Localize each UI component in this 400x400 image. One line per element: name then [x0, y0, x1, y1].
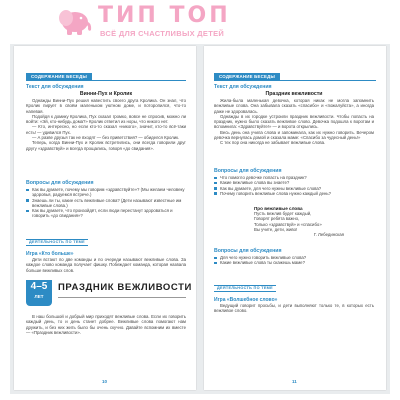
section-title-rule	[58, 297, 186, 298]
right-story-paragraph: Весь день она учила слова и запоминала, как их нужно говорить. Вечером девочка вернулась домой и сказала маме: «Спасибо за чудесный день!»	[214, 129, 374, 141]
question-item: Какие вежливые слова вы знаете?	[214, 180, 374, 185]
right-game-title: Игра «Волшебное слово»	[214, 297, 278, 303]
question-item: Почему говорить вежливые слова нужно каждый день?	[214, 191, 374, 196]
question-item: Знаешь ли ты, какие есть вежливые слова? (Дети называют известные им вежливые слова.)	[26, 198, 186, 209]
age-number: 4–5	[30, 281, 48, 292]
right-story-paragraph: С тех пор она никогда не забывает вежливые слова.	[220, 140, 326, 146]
poem-title: Про вежливые слова	[254, 206, 303, 211]
question-item: Как вы думаете, почему мы говорим «здравствуйте»? (Мы желаем человеку здоровья, радуемся встрече.)	[26, 187, 186, 198]
right-story-paragraph: Однажды в их городке устроили праздник вежливости. Чтобы попасть на праздник, нужно было сказать вежливое слово. Девочка подошла к воротам и вспомнила: «Здравствуйте!» — и ворота открылись.	[214, 113, 374, 130]
left-story-paragraph: — Кто, интересно, но если кто-то сказал «никого», значит, кто-то всё-таки есть! — удивился Пух.	[26, 124, 186, 135]
book-spread	[10, 44, 390, 394]
question-item: Как вы думаете, для чего нужны вежливые слова?	[214, 186, 374, 191]
poem-block	[214, 206, 374, 237]
left-story-paragraph: — А разве друзья так не входят — без приветствия? — обиделся Кролик.	[32, 135, 180, 141]
brand-header	[0, 0, 400, 42]
right-story-block	[214, 84, 374, 146]
left-page-number: 10	[102, 379, 108, 384]
poem-author: Г. Лебединская	[313, 232, 344, 238]
right-questions2-list	[214, 255, 374, 266]
right-questions-heading: Вопросы для обсуждения	[214, 168, 282, 174]
brand-title: ТИП ТОП	[98, 3, 231, 28]
right-text-heading: Текст для обсуждения	[214, 84, 272, 90]
left-intro-block	[26, 314, 186, 335]
poem-line: Вы учите, дети, живо!	[254, 226, 298, 232]
poem-line: Говорят ребята важно,	[254, 216, 300, 222]
left-page	[14, 46, 196, 390]
left-activity-label: ДЕЯТЕЛЬНОСТЬ ПО ТЕМЕ	[26, 239, 88, 246]
left-questions-block	[26, 180, 186, 219]
right-game-text: Ведущий говорит просьбы, и дети выполняют только те, в которых есть вежливое слово.	[214, 303, 374, 314]
left-story-paragraph: Однажды Винни-Пух решил навестить своего друга Кролика. Он знал, что Кролик пирует в своём маленьком уютном доме, и поторопился, что-то напевая.	[26, 98, 186, 114]
right-activity-block	[214, 276, 374, 314]
age-unit: ЛЕТ	[34, 294, 44, 299]
left-story-title: Винни-Пух и Кролик	[79, 91, 133, 97]
right-section-tab: СОДЕРЖАНИЕ БЕСЕДЫ	[214, 73, 280, 81]
section-title: ПРАЗДНИК ВЕЖЛИВОСТИ	[58, 282, 192, 293]
right-questions-list	[214, 175, 374, 196]
left-story-block	[26, 84, 186, 151]
age-badge	[26, 280, 52, 306]
left-text-heading: Текст для обсуждения	[26, 84, 84, 90]
right-questions2-heading: Вопросы для обсуждения	[214, 248, 282, 254]
right-story-title: Праздник вежливости	[265, 91, 323, 97]
left-questions-heading: Вопросы для обсуждения	[26, 180, 94, 186]
right-page	[204, 46, 386, 390]
right-questions-block	[214, 168, 374, 196]
question-item: Что помогло девочке попасть на праздник?	[214, 175, 374, 180]
right-activity-label: ДЕЯТЕЛЬНОСТЬ ПО ТЕМЕ	[214, 285, 276, 292]
question-item: Для чего нужно говорить вежливые слова?	[214, 255, 374, 260]
left-game-title: Игра «Кто больше»	[26, 251, 74, 257]
brand-slogan: ВСЁ ДЛЯ СЧАСТЛИВЫХ ДЕТЕЙ	[100, 29, 225, 38]
question-item: Как вы думаете, что произойдёт, если люди перестанут здороваться и говорить «до свидания»?	[26, 208, 186, 219]
right-questions2-block	[214, 248, 374, 266]
left-header-rule	[26, 80, 186, 81]
right-header-rule	[214, 80, 376, 81]
question-item: Какие вежливые слова ты скажешь маме?	[214, 260, 374, 265]
left-questions-list	[26, 187, 186, 219]
left-story-paragraph: Подойдя к домику Кролика, Пух сказал громко, вовсе не спросив, можно ли войти: «Эй, кто-нибудь дома?» Кролик ответил из норы, что никого нет.	[26, 113, 186, 125]
left-game-text: Дети встают по две команды и по очереди называют вежливые слова. За каждое слово команда получает фишку. Побеждает команда, которая назвала больше вежливых слов.	[26, 257, 186, 273]
right-page-number: 11	[292, 379, 297, 384]
left-intro-paragraph: В наш большой и добрый мир приходят вежливые слова. Если их говорить каждый день, то и день станет добрее. Вежливые слова помогают нам дружить, и без них жить было бы очень скучно. Давайте вспомним их вместе — «Праздник вежливости».	[26, 314, 186, 335]
right-story-paragraph: Жила-была маленькая девочка, которая никак не могла запомнить вежливые слова. Она забывала сказать «спасибо» и «пожалуйста», а иногда даже не здоровалась.	[214, 98, 374, 114]
poem-line: Пусть вежлив будет каждый,	[254, 211, 312, 216]
elephant-logo-icon	[56, 6, 94, 36]
left-section-tab: СОДЕРЖАНИЕ БЕСЕДЫ	[26, 73, 92, 81]
left-story-paragraph: Теперь, когда Винни-Пух и Кролик встретились, они всегда говорили друг другу «здравствуй» и всегда прощались, говоря «до свидания».	[26, 140, 186, 151]
left-activity-block	[26, 230, 186, 273]
poem-line: Только «здравствуй» и «спасибо»	[254, 221, 322, 227]
